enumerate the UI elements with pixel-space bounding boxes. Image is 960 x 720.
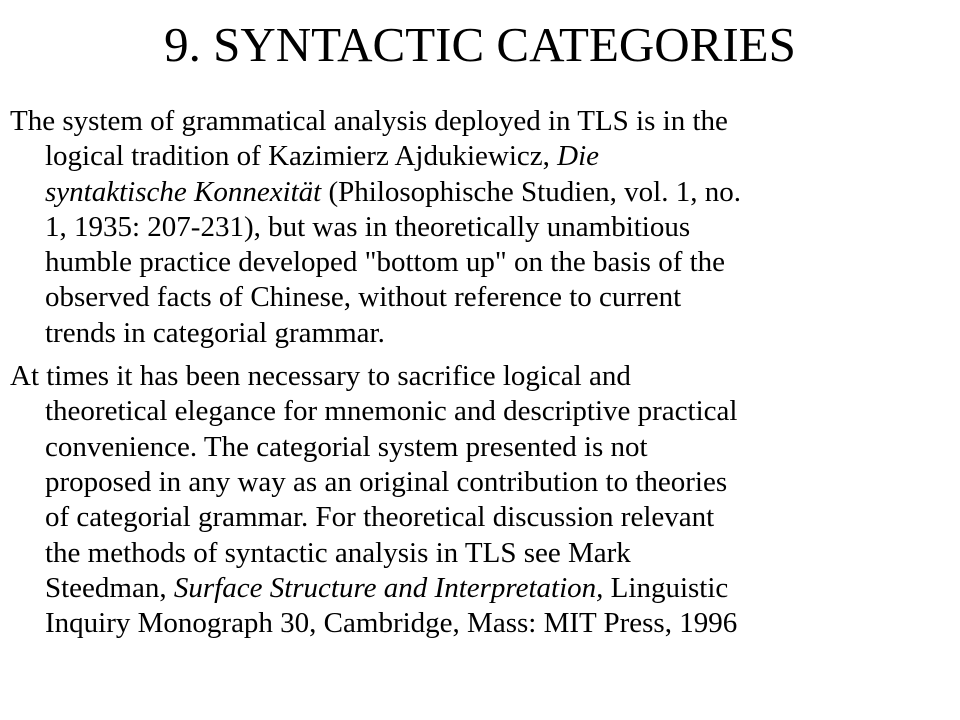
text-run: trends in categorial grammar. [45,316,385,349]
text-run-italic: Surface Structure and Interpretation, [173,571,604,604]
text-line [10,175,955,210]
text-run: (Philosophische Studien, vol. 1, no. [321,175,741,208]
text-run: At times it has been necessary to sacrifice logical and [10,360,631,393]
text-line [10,359,955,394]
text-line [10,465,955,500]
paragraph-1 [10,104,955,351]
text-line [10,104,955,139]
text-run-italic: syntaktische Konnexität [45,175,322,208]
text-run: of categorial grammar. For theoretical discussion relevant [45,501,715,534]
text-line [10,606,955,641]
text-run: Steedman, [45,571,174,604]
text-line [10,430,955,465]
text-line [10,316,955,351]
text-run: logical tradition of Kazimierz Ajdukiewicz, [45,140,558,173]
text-run: proposed in any way as an original contribution to theories [45,465,728,498]
text-run: The system of grammatical analysis deployed in TLS is in the [10,105,728,137]
slide-title: 9. SYNTACTIC CATEGORIES [164,17,796,72]
text-line [10,245,955,280]
text-line [10,280,955,315]
text-run: theoretical elegance for mnemonic and descriptive practical [45,395,738,428]
text-line [10,536,955,571]
text-run: observed facts of Chinese, without reference to current [45,281,682,314]
paragraph-2 [10,359,955,641]
text-run: humble practice developed "bottom up" on the basis of the [45,246,726,279]
text-run-italic: Die [557,140,600,173]
text-run: convenience. The categorial system presented is not [45,430,648,463]
text-run: Linguistic [603,571,729,604]
text-line [10,571,955,606]
text-run: 1, 1935: 207-231), but was in theoretically unambitious [45,210,691,243]
text-run: Inquiry Monograph 30, Cambridge, Mass: MIT Press, 1996 [45,607,738,640]
text-line [10,139,955,174]
text-line [10,500,955,535]
slide-body [10,104,955,649]
text-run: the methods of syntactic analysis in TLS see Mark [45,536,631,569]
text-line [10,210,955,245]
text-line [10,394,955,429]
